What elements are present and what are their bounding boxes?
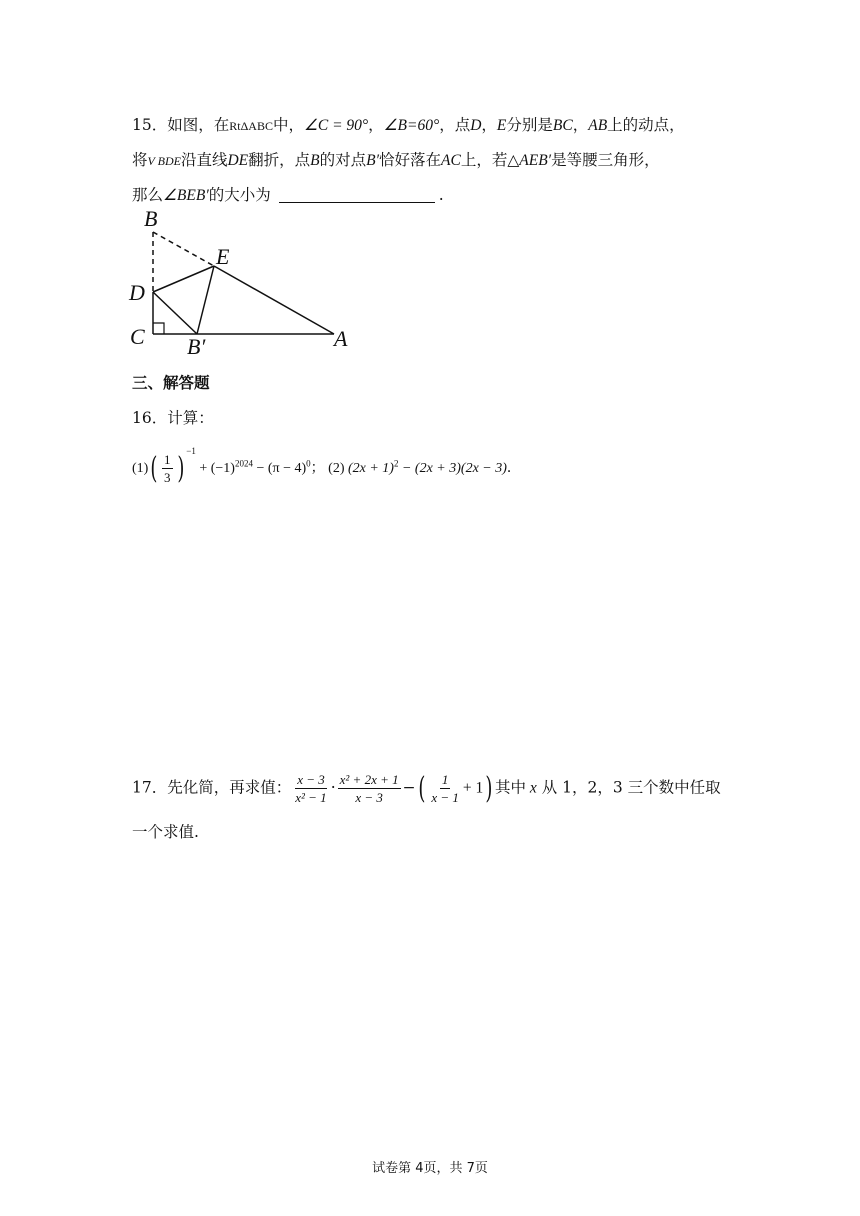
rt-abc: RtΔABC: [229, 119, 273, 133]
label-b: B: [144, 206, 158, 231]
geometry-figure: [124, 206, 364, 358]
q16-title: 16．计算：: [132, 409, 214, 427]
segment-ea: [214, 266, 334, 334]
segment-be-dashed: [153, 232, 214, 266]
label-c: C: [130, 324, 145, 349]
q16-expression: (1)( $\frac{1}{3}$ ) $^{-1} + (-1)^{2024} - (\pi - 4)^0$； (2) $(2x + 1)^2 - (2x + 3)(2x - 3)$．: [132, 446, 521, 486]
section-title: 三、解答题: [132, 374, 210, 392]
label-b-prime: B′: [187, 334, 206, 358]
q15-line1: 15．如图，在RtΔABC中，∠C = 90°，∠B=60°，点D，E分别是BC，AB上的动点，: [132, 116, 685, 134]
q17-line1: 17．先化简，再求值： $\frac{x - 3}{\text{x² − 1}}$ · $\frac{\text{x² + 2x + 1}}{x - 3}$ −( $\frac{1}{x - 1}$ + 1) 其中 x 从 1，2，3 三个数中任取: [132, 770, 721, 806]
segment-eb1: [197, 266, 214, 334]
right-angle-mark: [153, 323, 164, 334]
segment-db1: [153, 292, 197, 334]
q15-line3: 那么∠BEB′的大小为 .: [132, 186, 444, 204]
label-d: D: [129, 280, 145, 305]
answer-blank[interactable]: [279, 186, 435, 203]
segment-de: [153, 266, 214, 292]
label-e: E: [216, 244, 230, 269]
q15-line2: 将V BDE沿直线DE翻折，点B的对点B′恰好落在AC上，若△AEB′是等腰三角形，: [132, 151, 660, 169]
page-footer: 试卷第 4页，共 7页: [372, 1161, 488, 1176]
label-a: A: [334, 326, 348, 351]
q17-line2: 一个求值.: [132, 823, 199, 841]
